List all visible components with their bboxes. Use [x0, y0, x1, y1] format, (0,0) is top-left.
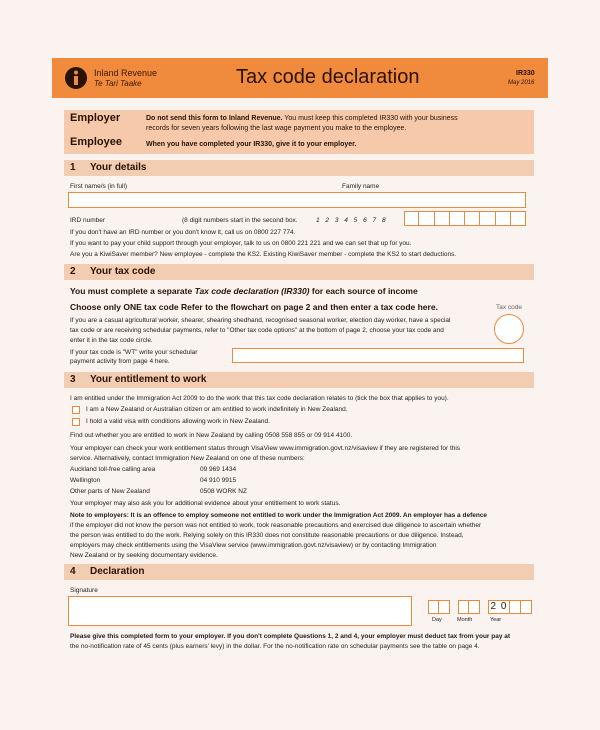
citizen-checkbox[interactable]	[72, 406, 80, 414]
date-input[interactable]	[428, 600, 532, 614]
visaview-line2: service. Alternatively, contact Immigration New Zealand on one of these numbers:	[70, 455, 305, 462]
year-label: Year	[490, 617, 502, 623]
citizen-option-label: I am a New Zealand or Australian citizen or am entitled to work indefinitely in New Zealand.	[86, 406, 348, 413]
choose-tax-code-line: Choose only ONE tax code Refer to the flowchart on page 2 and then enter a tax code here.	[70, 302, 438, 312]
section3-number: 3	[70, 374, 76, 385]
name-field[interactable]	[68, 192, 526, 208]
contact-number: 0508 WORK NZ	[200, 488, 247, 495]
special-tax-line1: If you are a casual agricultural worker, shearer, shearing shedhand, recognised seasonal worker, election day worker, have a special	[70, 317, 451, 324]
separate-declaration-b: Tax code declaration (IR330)	[194, 286, 310, 296]
month-label: Month	[457, 617, 473, 623]
child-support-line: If you want to pay your child support through your employer, talk to us on 0800 221 221 and we can set that up for you.	[70, 240, 412, 247]
wt-label-line2: payment activity from page 4 here.	[70, 358, 170, 365]
employer-label: Employer	[70, 112, 121, 124]
ird-digit-box[interactable]	[435, 211, 450, 226]
signature-field[interactable]	[68, 596, 412, 626]
entitlement-intro: I am entitled under the Immigration Act 2009 to do the work that this tax code declaration relates to (tick the box that applies to you).	[70, 395, 449, 402]
contact-number: 09 969 1434	[200, 466, 237, 473]
org-name: Inland Revenue	[94, 68, 158, 78]
year-prefix: 2 0	[488, 600, 510, 614]
employer-note-text: Note to employers: It is an offence to employ someone not entitled to work under the Immigration Act 2009. An employer has a defence	[70, 512, 488, 519]
form-date: May 2016	[508, 80, 535, 86]
ird-number-input[interactable]	[404, 211, 526, 226]
find-out-line: Find out whether you are entitled to work in New Zealand by calling 0508 558 855 or 09 914 4100.	[70, 432, 353, 439]
family-name-label: Family name	[342, 183, 380, 190]
footer-line1: Please give this completed form to your employer. If you don't complete Questions 1, 2 and 4, your employer must deduct tax from your pay at	[70, 633, 511, 640]
section2-number: 2	[70, 266, 76, 277]
visa-checkbox[interactable]	[72, 418, 80, 426]
month-digit-box[interactable]	[469, 600, 480, 614]
ird-digit-box[interactable]	[511, 211, 526, 226]
day-label: Day	[432, 617, 442, 623]
contact-place: Other parts of New Zealand	[70, 488, 150, 495]
employer-note-line4: employers may check entitlements using the VisaView service (www.immigration.govt.nz/visaview) or by contacting Immigration	[70, 542, 437, 549]
year-digit-box[interactable]	[521, 600, 532, 614]
ird-digit-box[interactable]	[480, 211, 495, 226]
ird-digit-box[interactable]	[450, 211, 465, 226]
separate-declaration-c: for each source of income	[311, 286, 418, 296]
ird-hint: (8 digit numbers start in the second box.	[182, 217, 298, 224]
ird-sample: 1 2 3 4 5 6 7 8	[316, 217, 388, 224]
form-code: IR330	[516, 70, 535, 77]
ird-digit-box[interactable]	[419, 211, 434, 226]
employer-note-line5: New Zealand or by seeking documentary evidence.	[70, 552, 218, 559]
ird-help-line: If you don't have an IRD number or you don't know it, call us on 0800 227 774.	[70, 229, 296, 236]
employee-notice: When you have completed your IR330, give it to your employer.	[146, 141, 357, 148]
contact-place: Wellington	[70, 477, 101, 484]
org-maori-name: Te Tari Taake	[94, 79, 142, 88]
ird-digit-box[interactable]	[496, 211, 511, 226]
evidence-line: Your employer may also ask you for additional evidence about your entitlement to work status.	[70, 500, 341, 507]
employer-note-line3: the person was entitled to do the work. Relying solely on this IR330 does not constitute reasonable precautions or due diligence. Instead,	[70, 532, 464, 539]
section2-title: Your tax code	[90, 266, 156, 277]
visaview-line1: Your employer can check your work entitlement status through VisaView www.immigration.govt.nz/visaview if they are registered for this	[70, 445, 461, 452]
ird-digit-box[interactable]	[404, 211, 419, 226]
page-title: Tax code declaration	[236, 66, 420, 88]
separate-declaration-a: You must complete a separate	[70, 286, 193, 296]
month-digit-box[interactable]	[458, 600, 469, 614]
wt-label-line1: If your tax code is "WT" write your schedular	[70, 349, 198, 356]
inland-revenue-logo	[64, 66, 88, 90]
special-tax-line2: tax code or are receiving schedular payments, refer to "Other tax code options" at the bottom of page 2, choose your tax code and	[70, 327, 444, 334]
contact-number: 04 910 9915	[200, 477, 237, 484]
first-name-label: First name/s (in full)	[70, 183, 128, 190]
employer-notice-line2: records for seven years following the last wage payment you make to the employee.	[146, 125, 407, 132]
separate-declaration-line	[70, 286, 418, 296]
schedular-activity-field[interactable]	[232, 348, 524, 363]
footer-line2: the no-notification rate of 45 cents (plus earners' levy) in the dollar. For the no-notification rate on schedular payments see the table on page 4.	[70, 643, 480, 650]
employer-notice-text: You must keep this completed IR330 with your business	[284, 115, 458, 122]
visa-option-label: I hold a valid visa with conditions allowing work in New Zealand.	[86, 418, 270, 425]
section4-title: Declaration	[90, 566, 145, 577]
employer-note-line2: if the employer did not know the person was not entitled to work, took reasonable precautions and exercised due diligence to ascertain whether	[70, 522, 482, 529]
kiwisaver-line: Are you a KiwiSaver member? New employee - complete the KS2. Existing KiwiSaver member - complete the KS2 to start deductions.	[70, 251, 457, 258]
employee-label: Employee	[70, 136, 122, 148]
tax-code-label: Tax code	[496, 304, 523, 311]
section4-number: 4	[70, 566, 76, 577]
section1-title: Your details	[90, 162, 147, 173]
year-digit-box[interactable]	[510, 600, 521, 614]
ird-label: IRD number	[70, 217, 106, 224]
signature-label: Signature	[70, 587, 98, 594]
employer-notice-bold: Do not send this form to Inland Revenue.	[146, 115, 283, 122]
day-digit-box[interactable]	[439, 600, 450, 614]
day-digit-box[interactable]	[428, 600, 439, 614]
employer-notice-line1	[146, 114, 458, 124]
employer-note-line1	[70, 511, 487, 520]
section1-number: 1	[70, 162, 76, 173]
special-tax-line3: enter it in the tax code circle.	[70, 337, 153, 344]
section3-title: Your entitlement to work	[90, 374, 207, 385]
ird-digit-box[interactable]	[465, 211, 480, 226]
tax-code-circle[interactable]	[494, 314, 524, 344]
contact-place: Auckland toll-free calling area	[70, 466, 156, 473]
